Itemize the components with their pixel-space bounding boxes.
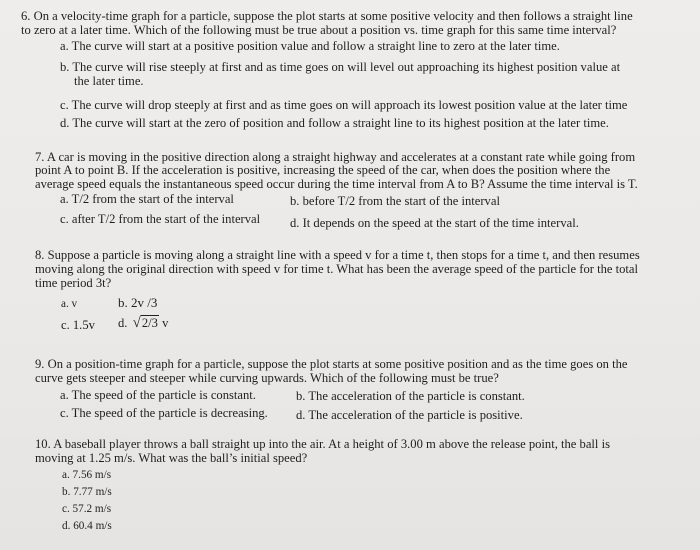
question-7-stem-line-3: average speed equals the instantaneous speed occur during the time interval from A to B? Assume the time interval is T. bbox=[35, 177, 638, 191]
question-6-stem-line-1: 6. On a velocity-time graph for a particle, suppose the plot starts at some positive velocity and then follows a straight line bbox=[21, 9, 633, 23]
question-9-stem-line-2: curve gets steeper and steeper while curving upwards. Which of the following must be true? bbox=[35, 371, 499, 385]
question-7-stem-line-1: 7. A car is moving in the positive direction along a straight highway and accelerates at a constant rate while going from bbox=[35, 150, 636, 164]
question-7-option-d: d. It depends on the speed at the start of the time interval. bbox=[290, 216, 579, 230]
question-8-option-d-var: v bbox=[162, 316, 169, 330]
question-6-option-c: c. The curve will drop steeply at first and as time goes on will approach its lowest position value at the later time bbox=[60, 98, 628, 112]
question-9-option-b: b. The acceleration of the particle is constant. bbox=[296, 389, 525, 403]
question-7-option-a: a. T/2 from the start of the interval bbox=[60, 192, 234, 206]
question-8-option-c: c. 1.5v bbox=[61, 318, 95, 332]
question-8-option-a: a. v bbox=[61, 298, 78, 310]
question-8-stem-line-1: 8. Suppose a particle is moving along a straight line with a speed v for a time t, then stops for a time t, and then resumes bbox=[35, 248, 640, 262]
question-8-stem-line-3: time period 3t? bbox=[35, 276, 112, 290]
question-6-stem-line-2: to zero at a later time. Which of the following must be true about a position vs. time graph for this same time interval? bbox=[21, 23, 617, 37]
square-root-expression bbox=[131, 317, 159, 330]
question-9-option-c: c. The speed of the particle is decreasing. bbox=[60, 406, 268, 420]
question-9-stem-line-1: 9. On a position-time graph for a particle, suppose the plot starts at some positive position and as the time goes on the bbox=[35, 357, 628, 371]
question-6-option-b-cont: the later time. bbox=[74, 74, 144, 88]
question-10-option-b: b. 7.77 m/s bbox=[62, 486, 112, 498]
question-6-option-d: d. The curve will start at the zero of position and follow a straight line to its highest position at the later time. bbox=[60, 116, 609, 130]
question-6-option-b: b. The curve will rise steeply at first and as time goes on will level out approaching its highest position value at bbox=[60, 60, 621, 74]
question-8-option-d-label: d. bbox=[118, 316, 128, 330]
question-8-option-d-radicand: 2/3 bbox=[141, 316, 158, 330]
question-8-option-b: b. 2v /3 bbox=[118, 295, 158, 310]
question-10-stem-line-1: 10. A baseball player throws a ball straight up into the air. At a height of 3.00 m above the release point, the ball is bbox=[35, 437, 610, 451]
question-6-option-a: a. The curve will start at a positive position value and follow a straight line to zero at the later time. bbox=[60, 39, 560, 53]
question-8-stem-line-2: moving along the original direction with speed v for time t. What has been the average speed of the particle for the total bbox=[35, 262, 639, 276]
question-7-option-b: b. before T/2 from the start of the interval bbox=[290, 194, 500, 208]
question-9-option-d: d. The acceleration of the particle is positive. bbox=[296, 408, 523, 422]
question-10-option-c: c. 57.2 m/s bbox=[62, 503, 112, 515]
question-7-option-c: c. after T/2 from the start of the interval bbox=[60, 212, 261, 226]
radical-sign-icon: √ bbox=[132, 315, 141, 331]
question-10-stem-line-2: moving at 1.25 m/s. What was the ball’s initial speed? bbox=[35, 451, 308, 465]
question-7-stem-line-2: point A to point B. If the acceleration is positive, increasing the speed of the car, when does the position where the bbox=[35, 163, 611, 177]
question-10-option-d: d. 60.4 m/s bbox=[62, 520, 112, 532]
question-8-option-d bbox=[118, 317, 168, 330]
question-9-option-a: a. The speed of the particle is constant. bbox=[60, 388, 256, 402]
question-10-option-a: a. 7.56 m/s bbox=[62, 469, 112, 481]
